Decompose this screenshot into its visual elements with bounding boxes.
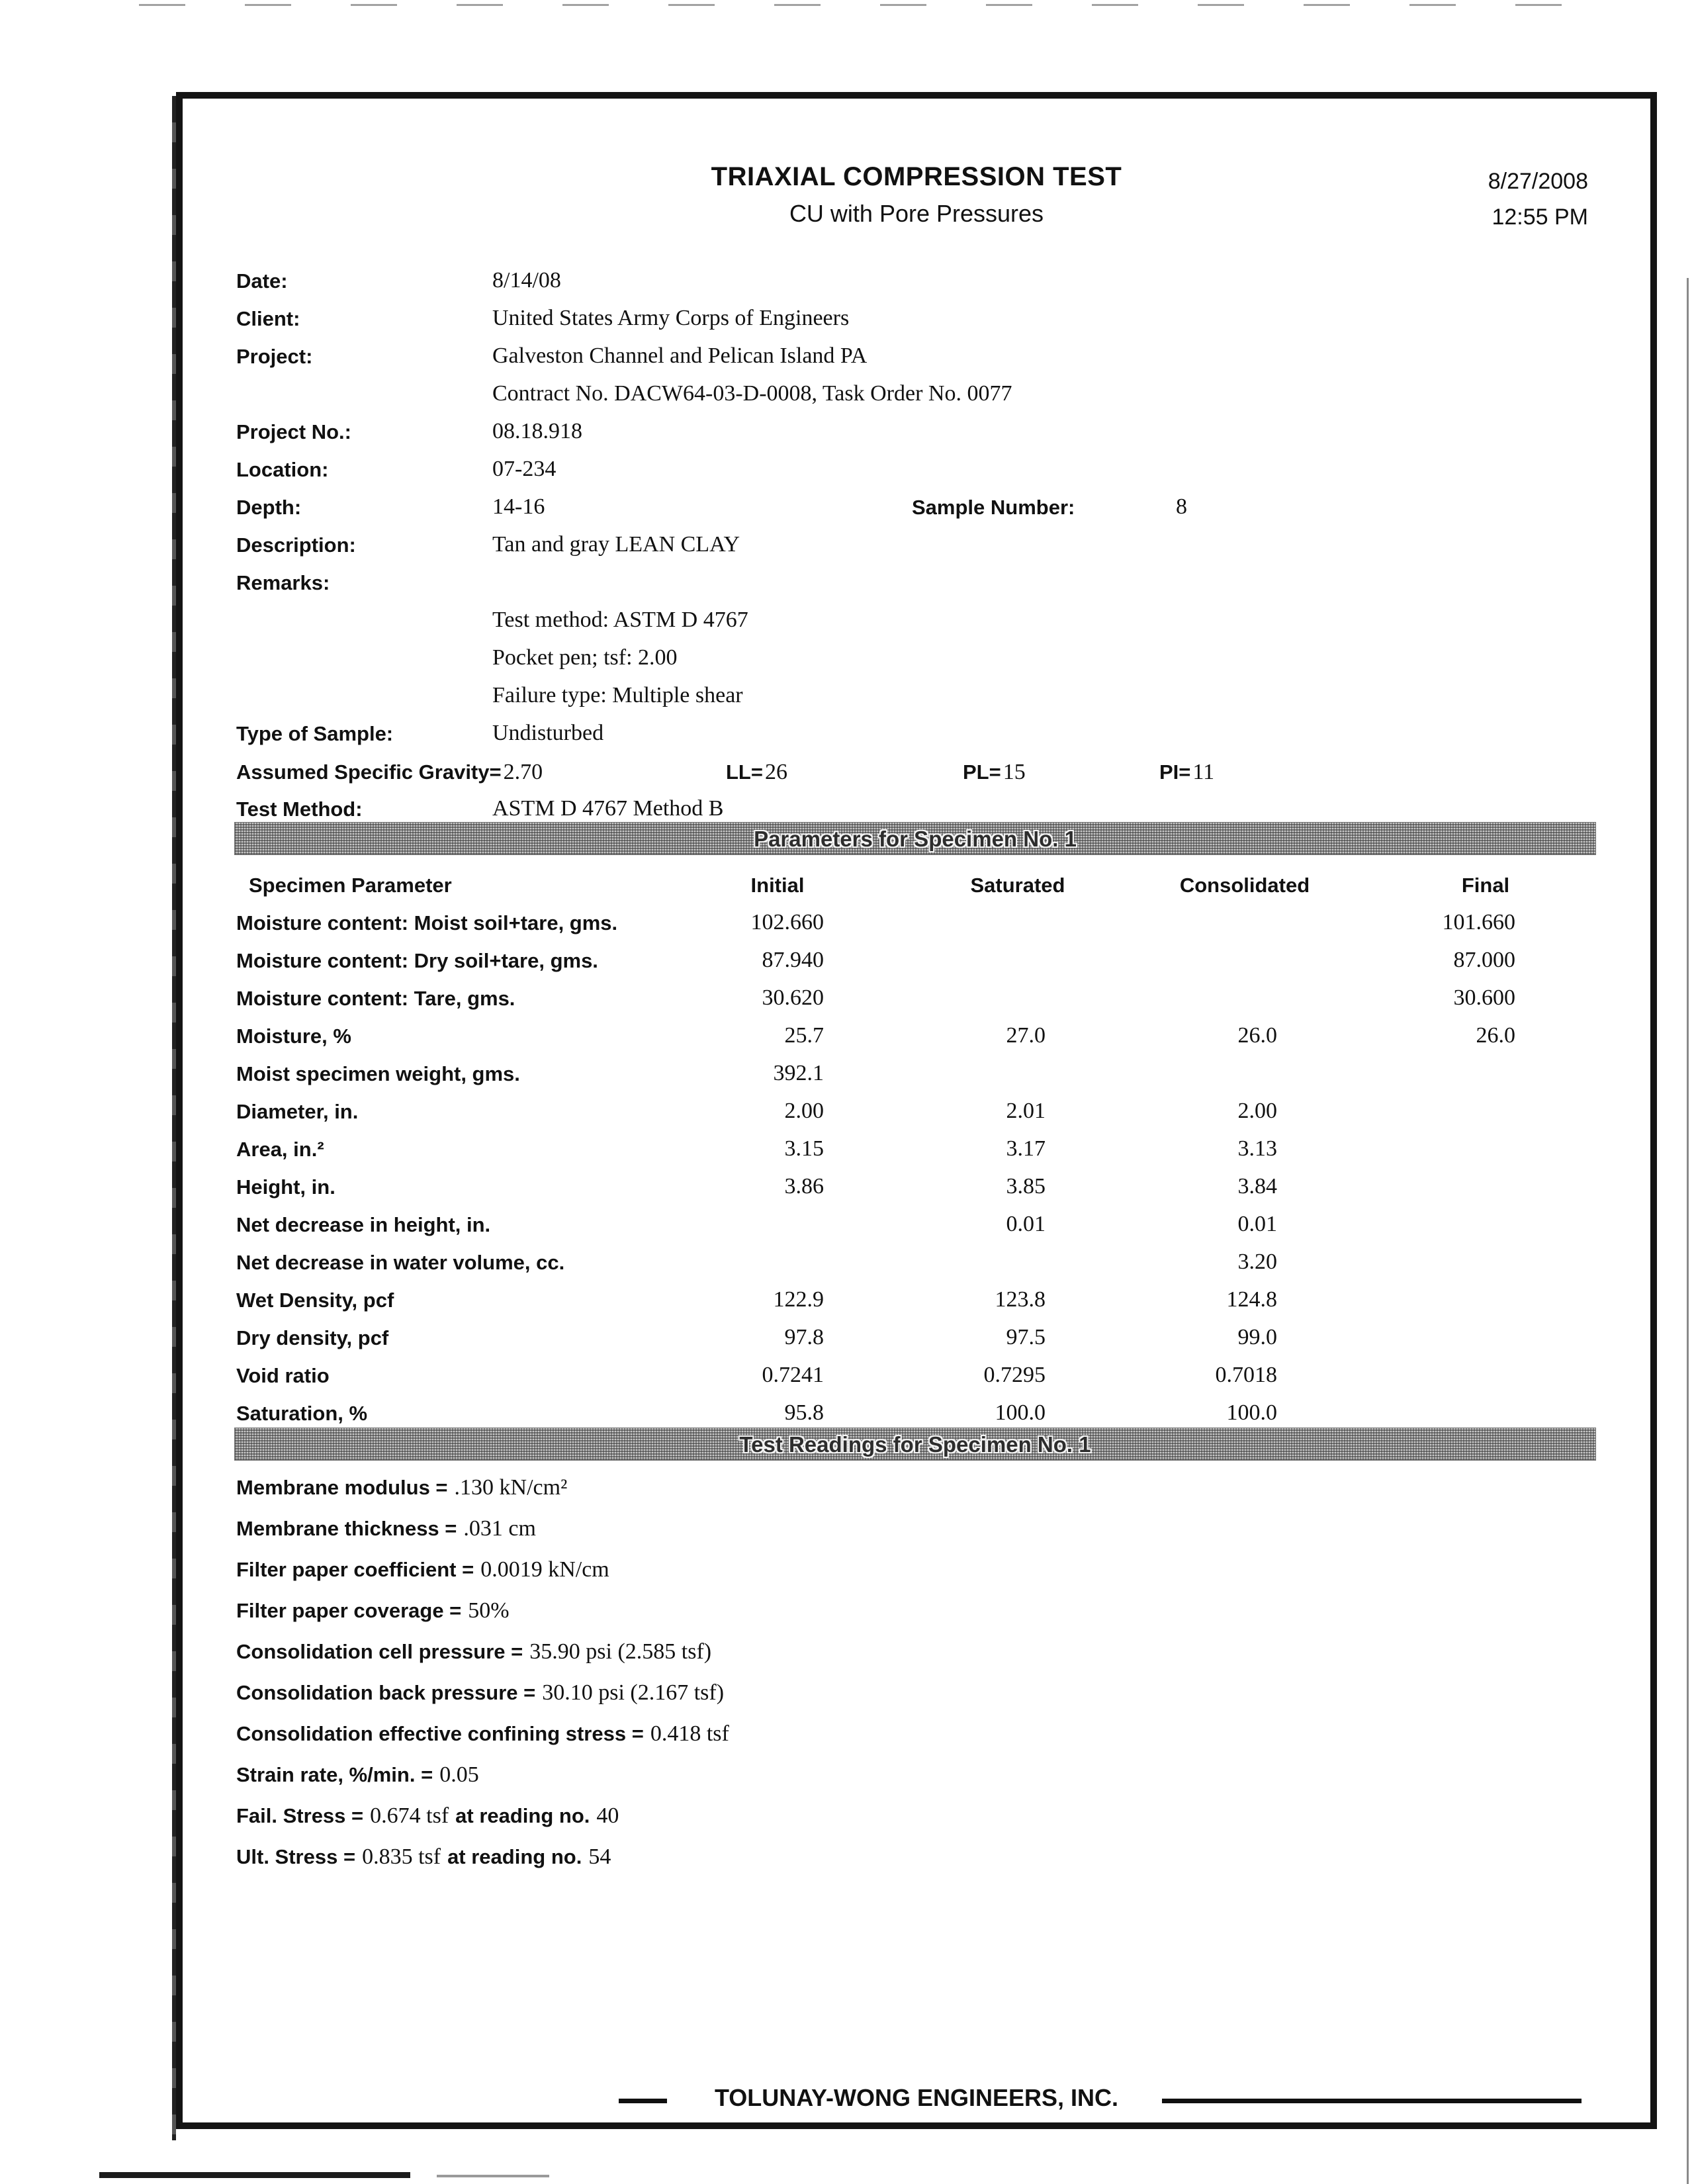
reading-label: Filter paper coefficient = [236, 1558, 474, 1581]
parameters-banner [234, 822, 1596, 855]
remark-test-method: Test method: ASTM D 4767 [492, 608, 748, 632]
footer-rule-left [619, 2099, 667, 2103]
footer-rule-right [1162, 2099, 1582, 2103]
project-no-label: Project No.: [236, 420, 351, 443]
parameter-label: Moisture content: Dry soil+tare, gms. [236, 949, 598, 972]
description-value: Tan and gray LEAN CLAY [492, 532, 740, 557]
value-initial: 102.660 [750, 910, 824, 934]
client-value: United States Army Corps of Engineers [492, 306, 850, 330]
parameter-row [183, 911, 1650, 949]
project-no-value: 08.18.918 [492, 419, 582, 443]
reading-line [236, 1803, 1599, 1844]
scan-artifact [437, 2175, 549, 2177]
value-saturated: 3.17 [1006, 1136, 1046, 1161]
reading-line [236, 1721, 1599, 1762]
reading-label: Consolidation effective confining stress = [236, 1722, 644, 1745]
value-consolidated: 2.00 [1237, 1099, 1277, 1123]
value-final: 30.600 [1453, 985, 1515, 1010]
parameters-table-body [183, 911, 1650, 1439]
parameter-label: Net decrease in height, in. [236, 1213, 491, 1236]
reading-line [236, 1557, 1599, 1598]
reading-value: 0.05 [439, 1762, 479, 1787]
parameter-row [183, 949, 1650, 987]
parameter-label: Moisture content: Tare, gms. [236, 987, 515, 1010]
info-row-remarks [236, 571, 1599, 609]
value-saturated: 3.85 [1006, 1174, 1046, 1199]
reading-value: 0.835 tsf [362, 1844, 441, 1869]
parameter-label: Moist specimen weight, gms. [236, 1062, 520, 1085]
reading-line [236, 1762, 1599, 1803]
specific-gravity-value: 2.70 [503, 760, 543, 784]
parameter-row [183, 987, 1650, 1024]
column-header-parameter: Specimen Parameter [249, 874, 452, 897]
scan-artifact [139, 4, 1582, 6]
info-row-client [236, 307, 1599, 345]
value-consolidated: 99.0 [1237, 1325, 1277, 1349]
test-readings-banner [234, 1428, 1596, 1461]
pi-value: 11 [1192, 760, 1215, 784]
reading-line [236, 1639, 1599, 1680]
test-readings-banner-title: Test Readings for Specimen No. 1 [739, 1432, 1091, 1457]
value-initial: 95.8 [784, 1400, 824, 1425]
info-row-project-no [236, 420, 1599, 458]
reading-label: at reading no. [447, 1845, 582, 1868]
parameter-row [183, 1175, 1650, 1213]
parameter-label: Moisture content: Moist soil+tare, gms. [236, 911, 618, 934]
remark-line [236, 684, 1599, 722]
parameter-row [183, 1213, 1650, 1251]
test-method-label: Test Method: [236, 797, 363, 821]
remark-pocket-pen: Pocket pen; tsf: 2.00 [492, 645, 678, 670]
reading-label: Membrane thickness = [236, 1517, 457, 1540]
info-row-description [236, 533, 1599, 571]
value-saturated: 27.0 [1006, 1023, 1046, 1048]
value-saturated: 100.0 [995, 1400, 1046, 1425]
parameter-row [183, 1138, 1650, 1175]
info-row-project-contract [236, 383, 1599, 420]
reading-line [236, 1844, 1599, 1886]
reading-value: 40 [596, 1803, 619, 1828]
ll-value: 26 [764, 760, 787, 784]
info-row-depth [236, 496, 1599, 533]
value-saturated: 2.01 [1006, 1099, 1046, 1123]
value-final: 101.660 [1442, 910, 1515, 934]
value-consolidated: 0.01 [1237, 1212, 1277, 1236]
remark-failure-type: Failure type: Multiple shear [492, 683, 743, 707]
reading-label: Consolidation back pressure = [236, 1681, 536, 1704]
parameter-label: Diameter, in. [236, 1100, 359, 1123]
column-header-final: Final [1461, 874, 1510, 897]
value-initial: 25.7 [784, 1023, 824, 1048]
specific-gravity [236, 760, 543, 785]
parameter-label: Moisture, % [236, 1024, 351, 1048]
project-value-line1: Galveston Channel and Pelican Island PA [492, 343, 868, 368]
page-subtitle: CU with Pore Pressures [789, 200, 1044, 227]
info-row-location [236, 458, 1599, 496]
parameter-label: Area, in.² [236, 1138, 324, 1161]
parameter-label: Dry density, pcf [236, 1326, 389, 1349]
value-initial: 2.00 [784, 1099, 824, 1123]
reading-value: 0.0019 kN/cm [480, 1557, 609, 1582]
reading-label: Fail. Stress = [236, 1804, 364, 1827]
reading-label: Ult. Stress = [236, 1845, 356, 1868]
project-label: Project: [236, 345, 313, 368]
document-header [183, 162, 1650, 228]
value-consolidated: 124.8 [1226, 1287, 1277, 1312]
reading-label: Filter paper coverage = [236, 1599, 462, 1622]
scan-artifact [1687, 278, 1689, 2184]
remark-line [236, 609, 1599, 647]
date-value: 8/14/08 [492, 268, 561, 293]
depth-value: 14-16 [492, 494, 545, 519]
reading-value: .130 kN/cm² [454, 1475, 568, 1500]
liquid-limit [726, 760, 787, 785]
plasticity-index [1159, 760, 1214, 785]
column-header-initial: Initial [750, 874, 805, 897]
column-header-consolidated: Consolidated [1179, 874, 1310, 897]
value-saturated: 0.7295 [983, 1363, 1046, 1387]
parameter-row [183, 1289, 1650, 1326]
print-time: 12:55 PM [1492, 205, 1588, 230]
reading-value: 30.10 psi (2.167 tsf) [542, 1680, 725, 1705]
pi-label: PI= [1159, 760, 1191, 784]
reading-line [236, 1516, 1599, 1557]
value-initial: 87.940 [762, 948, 824, 972]
parameter-label: Height, in. [236, 1175, 335, 1199]
info-row-type-of-sample [236, 722, 1599, 760]
parameters-banner-title: Parameters for Specimen No. 1 [754, 827, 1077, 851]
date-label: Date: [236, 269, 288, 293]
value-consolidated: 0.7018 [1215, 1363, 1277, 1387]
value-consolidated: 26.0 [1237, 1023, 1277, 1048]
reading-value: 0.418 tsf [650, 1721, 729, 1746]
value-consolidated: 3.84 [1237, 1174, 1277, 1199]
reading-value: 35.90 psi (2.585 tsf) [529, 1639, 712, 1664]
location-label: Location: [236, 458, 329, 481]
reading-value: 54 [588, 1844, 611, 1869]
reading-label: Membrane modulus = [236, 1476, 448, 1499]
reading-label: at reading no. [455, 1804, 590, 1827]
value-initial: 3.15 [784, 1136, 824, 1161]
parameter-label: Net decrease in water volume, cc. [236, 1251, 565, 1274]
parameter-label: Saturation, % [236, 1402, 368, 1425]
reading-line [236, 1680, 1599, 1721]
value-consolidated: 3.20 [1237, 1250, 1277, 1274]
client-label: Client: [236, 307, 300, 330]
value-initial: 30.620 [762, 985, 824, 1010]
parameter-row [183, 1024, 1650, 1062]
print-timestamp [1488, 163, 1588, 235]
info-row-date [236, 269, 1599, 307]
info-row-atterberg [236, 760, 1599, 797]
test-method-value: ASTM D 4767 Method B [492, 796, 724, 821]
description-label: Description: [236, 533, 356, 557]
print-date: 8/27/2008 [1488, 169, 1588, 194]
value-consolidated: 100.0 [1226, 1400, 1277, 1425]
document-border-frame [176, 92, 1657, 2129]
value-initial: 97.8 [784, 1325, 824, 1349]
type-of-sample-label: Type of Sample: [236, 722, 394, 745]
value-initial: 392.1 [773, 1061, 824, 1085]
value-saturated: 123.8 [995, 1287, 1046, 1312]
value-saturated: 97.5 [1006, 1325, 1046, 1349]
parameter-row [183, 1100, 1650, 1138]
project-value-line2: Contract No. DACW64-03-D-0008, Task Order No. 0077 [492, 381, 1012, 406]
parameter-label: Void ratio [236, 1364, 330, 1387]
value-initial: 122.9 [773, 1287, 824, 1312]
depth-label: Depth: [236, 496, 302, 519]
parameters-table-header [183, 874, 1650, 911]
location-value: 07-234 [492, 457, 557, 481]
reading-line [236, 1475, 1599, 1516]
value-saturated: 0.01 [1006, 1212, 1046, 1236]
reading-value: 50% [468, 1598, 510, 1623]
company-name: TOLUNAY-WONG ENGINEERS, INC. [714, 2084, 1119, 2111]
parameter-row [183, 1251, 1650, 1289]
ll-label: LL= [726, 760, 763, 784]
value-final: 87.000 [1453, 948, 1515, 972]
sample-number-label: Sample Number: [912, 496, 1075, 519]
parameter-row [183, 1062, 1650, 1100]
value-final: 26.0 [1476, 1023, 1515, 1048]
scan-artifact [99, 2172, 410, 2178]
parameter-row [183, 1326, 1650, 1364]
reading-label: Strain rate, %/min. = [236, 1763, 433, 1786]
value-initial: 0.7241 [762, 1363, 824, 1387]
sample-number-value: 8 [1176, 494, 1187, 519]
value-consolidated: 3.13 [1237, 1136, 1277, 1161]
reading-value: .031 cm [463, 1516, 536, 1541]
remarks-label: Remarks: [236, 571, 330, 594]
document-footer [183, 2084, 1650, 2117]
pl-value: 15 [1003, 760, 1026, 784]
column-header-saturated: Saturated [970, 874, 1065, 897]
plastic-limit [963, 760, 1026, 785]
remark-line [236, 647, 1599, 684]
value-initial: 3.86 [784, 1174, 824, 1199]
reading-line [236, 1598, 1599, 1639]
page-title: TRIAXIAL COMPRESSION TEST [711, 162, 1122, 191]
specific-gravity-label: Assumed Specific Gravity= [236, 760, 502, 784]
info-row-project [236, 345, 1599, 383]
parameter-row [183, 1364, 1650, 1402]
type-of-sample-value: Undisturbed [492, 721, 604, 745]
pl-label: PL= [963, 760, 1001, 784]
reading-label: Consolidation cell pressure = [236, 1640, 523, 1663]
reading-value: 0.674 tsf [370, 1803, 449, 1828]
parameter-label: Wet Density, pcf [236, 1289, 394, 1312]
sample-info-section [236, 269, 1599, 835]
parameters-table [183, 874, 1650, 1439]
test-readings-section [236, 1475, 1599, 1886]
